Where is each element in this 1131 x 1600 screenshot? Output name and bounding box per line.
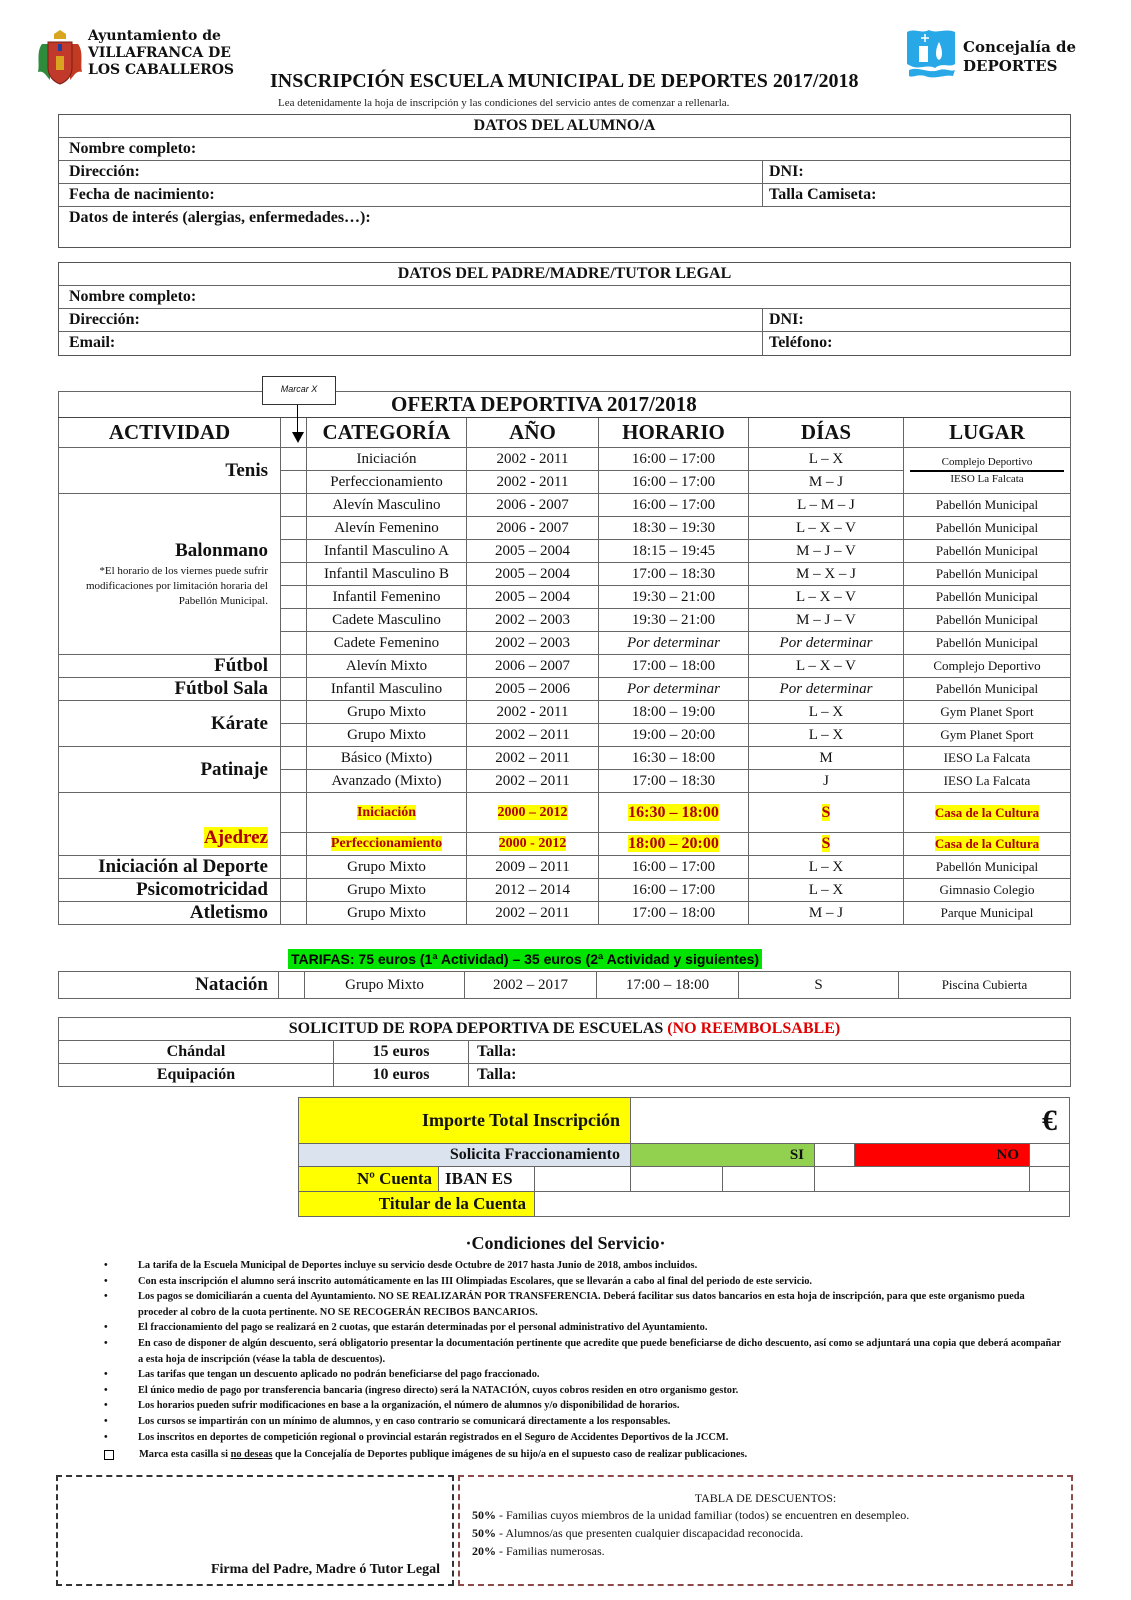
town-name xyxy=(88,28,234,79)
clothing-heading xyxy=(59,1018,1071,1041)
mark-checkbox[interactable] xyxy=(281,540,307,563)
category: Básico (Mixto) xyxy=(307,747,467,770)
table-row xyxy=(59,1064,1071,1087)
parent-name-field[interactable] xyxy=(59,286,1070,309)
discount-item: 50% - Alumnos/as que presenten cualquier discapacidad reconocida. xyxy=(472,1526,804,1540)
year: 2002 – 2011 xyxy=(467,724,599,747)
org-line-3: LOS CABALLEROS xyxy=(88,62,235,78)
place: Parque Municipal xyxy=(904,902,1071,925)
divider xyxy=(910,470,1064,472)
mark-checkbox[interactable] xyxy=(281,494,307,517)
category: Grupo Mixto xyxy=(305,972,465,999)
arrow-down-icon xyxy=(297,405,298,435)
student-dni-label: DNI: xyxy=(769,163,804,180)
parent-dni-field[interactable] xyxy=(762,309,1070,331)
mark-checkbox[interactable] xyxy=(281,724,307,747)
category: Perfeccionamiento xyxy=(307,471,467,494)
sports-department-logo xyxy=(905,28,957,84)
student-birthdate-label: Fecha de nacimiento: xyxy=(69,186,215,203)
days: L – X xyxy=(749,448,904,471)
activity-name: Balonmano xyxy=(175,539,268,561)
category: Cadete Masculino xyxy=(307,609,467,632)
time: Por determinar xyxy=(599,632,749,655)
student-address-label: Dirección: xyxy=(69,163,140,180)
condition-item: • Los inscritos en deportes de competición regional o provincial estarán registrados en el Seguro de Accidentes Deportivos de la JCCM. xyxy=(104,1430,1064,1446)
parent-address-field[interactable] xyxy=(59,309,762,331)
student-shirt-size-label: Talla Camiseta: xyxy=(769,186,877,203)
student-address-field[interactable] xyxy=(59,161,762,183)
year: 2002 - 2011 xyxy=(467,701,599,724)
condition-item: • Los pagos se domiciliarán a cuenta del Ayuntamiento. NO SE REALIZARÁN POR TRANSFERENCIA. Deberá facilitar sus datos bancarios en esta hoja de inscripción, para que este organismo pueda proceder al cobro de la cuota pertinente. NO SE RECOGERÁN RECIBOS BANCARIOS. xyxy=(104,1289,1064,1320)
dept-line-2: DEPORTES xyxy=(963,57,1058,75)
days: M – J xyxy=(749,902,904,925)
signature-box[interactable] xyxy=(56,1475,454,1586)
split-payment-label: Solicita Fraccionamiento xyxy=(299,1144,631,1167)
year: 2005 – 2006 xyxy=(467,678,599,701)
days: L – X – V xyxy=(749,655,904,678)
discounts-box xyxy=(458,1475,1073,1586)
category: Grupo Mixto xyxy=(307,879,467,902)
category: Avanzado (Mixto) xyxy=(307,770,467,793)
time: 16:00 – 17:00 xyxy=(599,494,749,517)
parent-phone-field[interactable] xyxy=(762,332,1070,355)
mark-checkbox[interactable] xyxy=(279,972,305,999)
mark-checkbox[interactable] xyxy=(281,609,307,632)
table-row xyxy=(59,856,1071,879)
mark-checkbox[interactable] xyxy=(281,655,307,678)
place: IESO La Falcata xyxy=(904,747,1071,770)
conditions-title: ·Condiciones del Servicio· xyxy=(465,1233,666,1253)
table-row xyxy=(59,1041,1071,1064)
category: Grupo Mixto xyxy=(307,701,467,724)
student-name-field[interactable] xyxy=(59,138,1070,161)
days: J xyxy=(749,770,904,793)
iban-prefix: IBAN ES xyxy=(439,1167,535,1192)
table-row xyxy=(59,793,1071,833)
category: Alevín Femenino xyxy=(307,517,467,540)
time: 16:30 – 18:00 xyxy=(599,793,749,833)
year: 2002 – 2011 xyxy=(467,747,599,770)
mark-checkbox[interactable] xyxy=(281,879,307,902)
place: Pabellón Municipal xyxy=(904,632,1071,655)
mark-checkbox[interactable] xyxy=(281,902,307,925)
department-name xyxy=(963,38,1076,76)
category: Iniciación xyxy=(307,793,467,833)
mark-checkbox[interactable] xyxy=(281,586,307,609)
condition-item: • Las tarifas que tengan un descuento aplicado no podrán beneficiarse del pago fraccionado. xyxy=(104,1367,1064,1383)
days: L – X xyxy=(749,879,904,902)
place-line-1: Complejo Deportivo xyxy=(941,456,1033,468)
place: Casa de la Cultura xyxy=(904,833,1071,856)
days: M – J – V xyxy=(749,609,904,632)
total-amount-field[interactable] xyxy=(631,1098,1070,1144)
activity-tenis: Tenis xyxy=(59,448,281,494)
days: M – X – J xyxy=(749,563,904,586)
mark-x-callout: Marcar X xyxy=(262,376,336,405)
year: 2002 - 2011 xyxy=(467,471,599,494)
mark-checkbox[interactable] xyxy=(281,678,307,701)
time: 17:00 – 18:00 xyxy=(599,655,749,678)
student-name-label: Nombre completo: xyxy=(69,140,197,157)
condition-item: • La tarifa de la Escuela Municipal de Deportes incluye su servicio desde Octubre de 2017 hasta Junio de 2018, ambos incluidos. xyxy=(104,1258,1064,1274)
condition-item: • Los horarios pueden sufrir modificaciones en base a la organización, el número de alumnos y/o disponibilidad de horarios. xyxy=(104,1398,1064,1414)
mark-checkbox[interactable] xyxy=(281,471,307,494)
year: 2000 – 2012 xyxy=(467,793,599,833)
mark-checkbox[interactable] xyxy=(281,747,307,770)
mark-checkbox[interactable] xyxy=(281,856,307,879)
activity-natacion: Natación xyxy=(59,972,279,999)
iban-field-3[interactable] xyxy=(723,1167,815,1192)
conditions-list xyxy=(104,1258,1064,1445)
time: 17:00 – 18:00 xyxy=(597,972,739,999)
year: 2002 - 2011 xyxy=(467,448,599,471)
place: Pabellón Municipal xyxy=(904,856,1071,879)
iban-field-1[interactable] xyxy=(535,1167,631,1192)
table-row xyxy=(59,972,1071,999)
time: Por determinar xyxy=(599,678,749,701)
mark-checkbox[interactable] xyxy=(281,563,307,586)
student-interest-label: Datos de interés (alergias, enfermedades…): xyxy=(69,209,371,226)
holder-field[interactable] xyxy=(535,1192,1070,1217)
iban-field-5[interactable] xyxy=(1030,1167,1070,1192)
natacion-table xyxy=(58,971,1071,999)
time: 18:00 – 20:00 xyxy=(599,833,749,856)
activity-iniciacion-deporte: Iniciación al Deporte xyxy=(59,856,281,879)
col-actividad: ACTIVIDAD xyxy=(59,418,281,448)
activity-ajedrez xyxy=(59,793,281,856)
payment-table xyxy=(298,1097,1070,1217)
student-shirt-size-field[interactable] xyxy=(762,184,1070,206)
tarifas-banner: TARIFAS: 75 euros (1ª Actividad) – 35 euros (2ª Actividad y siguientes) xyxy=(288,949,762,969)
time: 18:00 – 19:00 xyxy=(599,701,749,724)
activity-psicomotricidad: Psicomotricidad xyxy=(59,879,281,902)
col-ano: AÑO xyxy=(467,418,599,448)
place: Pabellón Municipal xyxy=(904,517,1071,540)
place: Pabellón Municipal xyxy=(904,678,1071,701)
col-dias: DÍAS xyxy=(749,418,904,448)
size-label: Talla: xyxy=(477,1043,517,1060)
days: M xyxy=(749,747,904,770)
table-row xyxy=(59,448,1071,471)
days: L – X xyxy=(749,856,904,879)
days: M – J – V xyxy=(749,540,904,563)
time: 19:00 – 20:00 xyxy=(599,724,749,747)
year: 2002 – 2011 xyxy=(467,902,599,925)
signature-label: Firma del Padre, Madre ó Tutor Legal xyxy=(210,1562,440,1577)
parent-email-label: Email: xyxy=(69,334,116,351)
activity-futbol-sala: Fútbol Sala xyxy=(59,678,281,701)
image-consent-checkbox[interactable] xyxy=(104,1450,114,1460)
mark-checkbox[interactable] xyxy=(281,517,307,540)
student-data-section xyxy=(58,114,1071,248)
place: Pabellón Municipal xyxy=(904,609,1071,632)
place: Casa de la Cultura xyxy=(904,793,1071,833)
place-line-2: IESO La Falcata xyxy=(950,473,1024,485)
mark-checkbox[interactable] xyxy=(281,632,307,655)
clothing-size-field[interactable] xyxy=(469,1064,1071,1087)
category: Alevín Mixto xyxy=(307,655,467,678)
category: Infantil Masculino A xyxy=(307,540,467,563)
place: Gym Planet Sport xyxy=(904,724,1071,747)
place: Pabellón Municipal xyxy=(904,540,1071,563)
student-birthdate-field[interactable] xyxy=(59,184,762,206)
table-row xyxy=(59,902,1071,925)
euro-icon: € xyxy=(1042,1103,1057,1137)
time: 16:00 – 17:00 xyxy=(599,879,749,902)
size-label: Talla: xyxy=(477,1066,517,1083)
place: Complejo Deportivo xyxy=(904,655,1071,678)
category: Infantil Masculino xyxy=(307,678,467,701)
year: 2002 – 2017 xyxy=(465,972,597,999)
time: 18:30 – 19:30 xyxy=(599,517,749,540)
activity-atletismo: Atletismo xyxy=(59,902,281,925)
discounts-title: TABLA DE DESCUENTOS: xyxy=(694,1491,837,1505)
student-interest-field[interactable] xyxy=(59,207,1070,247)
place-tenis xyxy=(904,448,1071,494)
table-row xyxy=(59,494,1071,517)
page-subtitle: Lea detenidamente la hoja de inscripción y las condiciones del servicio antes de comenzar a rellenarla. xyxy=(278,97,730,109)
mark-checkbox[interactable] xyxy=(281,833,307,856)
time: 19:30 – 21:00 xyxy=(599,609,749,632)
year: 2005 – 2004 xyxy=(467,586,599,609)
days: S xyxy=(749,833,904,856)
year: 2005 – 2004 xyxy=(467,540,599,563)
days: L – X xyxy=(749,724,904,747)
discount-item: 20% - Familias numerosas. xyxy=(472,1544,605,1558)
category: Perfeccionamiento xyxy=(307,833,467,856)
clothing-item-name: Chándal xyxy=(59,1041,334,1064)
col-lugar: LUGAR xyxy=(904,418,1071,448)
days: Por determinar xyxy=(749,632,904,655)
place: Pabellón Municipal xyxy=(904,586,1071,609)
year: 2002 – 2011 xyxy=(467,770,599,793)
activity-balonmano xyxy=(59,494,281,655)
condition-item: • En caso de disponer de algún descuento, será obligatorio presentar la documentación pertinente que acredite que puede beneficiarse de dicho descuento, así como se adjuntará una copia que deberá acompañar a esta hoja de inscripción (véase la tabla de descuentos). xyxy=(104,1336,1064,1367)
mark-checkbox[interactable] xyxy=(281,448,307,471)
place: Pabellón Municipal xyxy=(904,494,1071,517)
col-horario: HORARIO xyxy=(599,418,749,448)
image-consent-text: Marca esta casilla si no deseas que la Concejalía de Deportes publique imágenes de su hijo/a en el supuesto caso de realizar publicaciones. xyxy=(139,1449,748,1460)
org-line-1: Ayuntamiento de xyxy=(88,28,221,44)
split-no-label: NO xyxy=(855,1144,1030,1167)
table-row xyxy=(59,747,1071,770)
mark-checkbox[interactable] xyxy=(281,793,307,833)
days: Por determinar xyxy=(749,678,904,701)
category: Infantil Masculino B xyxy=(307,563,467,586)
clothing-item-price: 10 euros xyxy=(334,1064,469,1087)
holder-label: Titular de la Cuenta xyxy=(299,1192,535,1217)
place: IESO La Falcata xyxy=(904,770,1071,793)
parent-address-label: Dirección: xyxy=(69,311,140,328)
page-title: INSCRIPCIÓN ESCUELA MUNICIPAL DE DEPORTES 2017/2018 xyxy=(270,70,859,92)
year: 2006 - 2007 xyxy=(467,494,599,517)
days: S xyxy=(749,793,904,833)
sports-offer-table xyxy=(58,391,1071,925)
time: 17:00 – 18:00 xyxy=(599,902,749,925)
discount-item: 50% - Familias cuyos miembros de la unidad familiar (todos) se encuentren en desempleo. xyxy=(472,1508,910,1522)
table-row xyxy=(59,655,1071,678)
parent-email-field[interactable] xyxy=(59,332,762,355)
activity-patinaje: Patinaje xyxy=(59,747,281,793)
split-yes-label: SI xyxy=(631,1144,815,1167)
table-row xyxy=(59,678,1071,701)
non-refundable-note: (NO REEMBOLSABLE) xyxy=(667,1020,841,1037)
year: 2000 - 2012 xyxy=(467,833,599,856)
year: 2006 - 2007 xyxy=(467,517,599,540)
time: 16:30 – 18:00 xyxy=(599,747,749,770)
days: L – X – V xyxy=(749,586,904,609)
org-line-2: VILLAFRANCA DE xyxy=(88,45,231,61)
activity-name: Ajedrez xyxy=(203,827,268,848)
table-row xyxy=(59,879,1071,902)
time: 17:00 – 18:30 xyxy=(599,770,749,793)
category: Alevín Masculino xyxy=(307,494,467,517)
category: Cadete Femenino xyxy=(307,632,467,655)
place: Gimnasio Colegio xyxy=(904,879,1071,902)
days: M – J xyxy=(749,471,904,494)
activity-futbol: Fútbol xyxy=(59,655,281,678)
student-data-heading: DATOS DEL ALUMNO/A xyxy=(59,115,1070,138)
student-dni-field[interactable] xyxy=(762,161,1070,183)
year: 2012 – 2014 xyxy=(467,879,599,902)
clothing-size-field[interactable] xyxy=(469,1041,1071,1064)
time: 17:00 – 18:30 xyxy=(599,563,749,586)
category: Grupo Mixto xyxy=(307,856,467,879)
parent-data-section xyxy=(58,262,1071,356)
time: 16:00 – 17:00 xyxy=(599,471,749,494)
time: 16:00 – 17:00 xyxy=(599,856,749,879)
condition-item: • Los cursos se impartirán con un mínimo de alumnos, y en caso contrario se comunicará directamente a los responsables. xyxy=(104,1414,1064,1430)
col-categoria: CATEGORÍA xyxy=(307,418,467,448)
offer-title: OFERTA DEPORTIVA 2017/2018 xyxy=(59,392,1071,418)
clothing-request-table xyxy=(58,1017,1071,1087)
condition-item: • El único medio de pago por transferencia bancaria (ingreso directo) será la NATACIÓN, cuyos cobros residen en otro organismo gestor. xyxy=(104,1383,1064,1399)
activity-karate: Kárate xyxy=(59,701,281,747)
place: Piscina Cubierta xyxy=(899,972,1071,999)
year: 2006 – 2007 xyxy=(467,655,599,678)
place: Pabellón Municipal xyxy=(904,563,1071,586)
total-label: Importe Total Inscripción xyxy=(299,1098,631,1144)
parent-name-label: Nombre completo: xyxy=(69,288,197,305)
time: 16:00 – 17:00 xyxy=(599,448,749,471)
year: 2009 – 2011 xyxy=(467,856,599,879)
iban-field-2[interactable] xyxy=(631,1167,723,1192)
days: L – X – V xyxy=(749,517,904,540)
condition-item: • El fraccionamiento del pago se realizará en 2 cuotas, que estarán determinadas por el personal administrativo del Ayuntamiento. xyxy=(104,1320,1064,1336)
year: 2005 – 2004 xyxy=(467,563,599,586)
dept-line-1: Concejalía de xyxy=(963,38,1077,56)
clothing-item-name: Equipación xyxy=(59,1064,334,1087)
mark-checkbox[interactable] xyxy=(281,770,307,793)
days: S xyxy=(739,972,899,999)
clothing-heading-text: SOLICITUD DE ROPA DEPORTIVA DE ESCUELAS xyxy=(288,1020,664,1037)
parent-data-heading: DATOS DEL PADRE/MADRE/TUTOR LEGAL xyxy=(59,263,1070,286)
account-label: Nº Cuenta xyxy=(299,1167,439,1192)
category: Grupo Mixto xyxy=(307,724,467,747)
arrow-down-head-icon xyxy=(292,432,304,443)
category: Iniciación xyxy=(307,448,467,471)
table-row xyxy=(59,701,1071,724)
iban-field-4[interactable] xyxy=(815,1167,1030,1192)
days: L – M – J xyxy=(749,494,904,517)
split-no-checkbox[interactable] xyxy=(1030,1144,1070,1167)
year: 2002 – 2003 xyxy=(467,632,599,655)
time: 18:15 – 19:45 xyxy=(599,540,749,563)
parent-phone-label: Teléfono: xyxy=(769,334,833,351)
category: Grupo Mixto xyxy=(307,902,467,925)
time: 19:30 – 21:00 xyxy=(599,586,749,609)
place: Gym Planet Sport xyxy=(904,701,1071,724)
balonmano-note: *El horario de los viernes puede sufrir modificaciones por limitación horaria del Pabellón Municipal. xyxy=(85,564,268,607)
clothing-item-price: 15 euros xyxy=(334,1041,469,1064)
days: L – X xyxy=(749,701,904,724)
split-yes-checkbox[interactable] xyxy=(815,1144,855,1167)
image-consent-line xyxy=(104,1449,747,1460)
category: Infantil Femenino xyxy=(307,586,467,609)
town-coat-of-arms-logo xyxy=(36,30,84,86)
mark-checkbox[interactable] xyxy=(281,701,307,724)
condition-item: • Con esta inscripción el alumno será inscrito automáticamente en las III Olimpiadas Escolares, que se llevarán a cabo al final del periodo de este servicio. xyxy=(104,1274,1064,1290)
year: 2002 – 2003 xyxy=(467,609,599,632)
parent-dni-label: DNI: xyxy=(769,311,804,328)
